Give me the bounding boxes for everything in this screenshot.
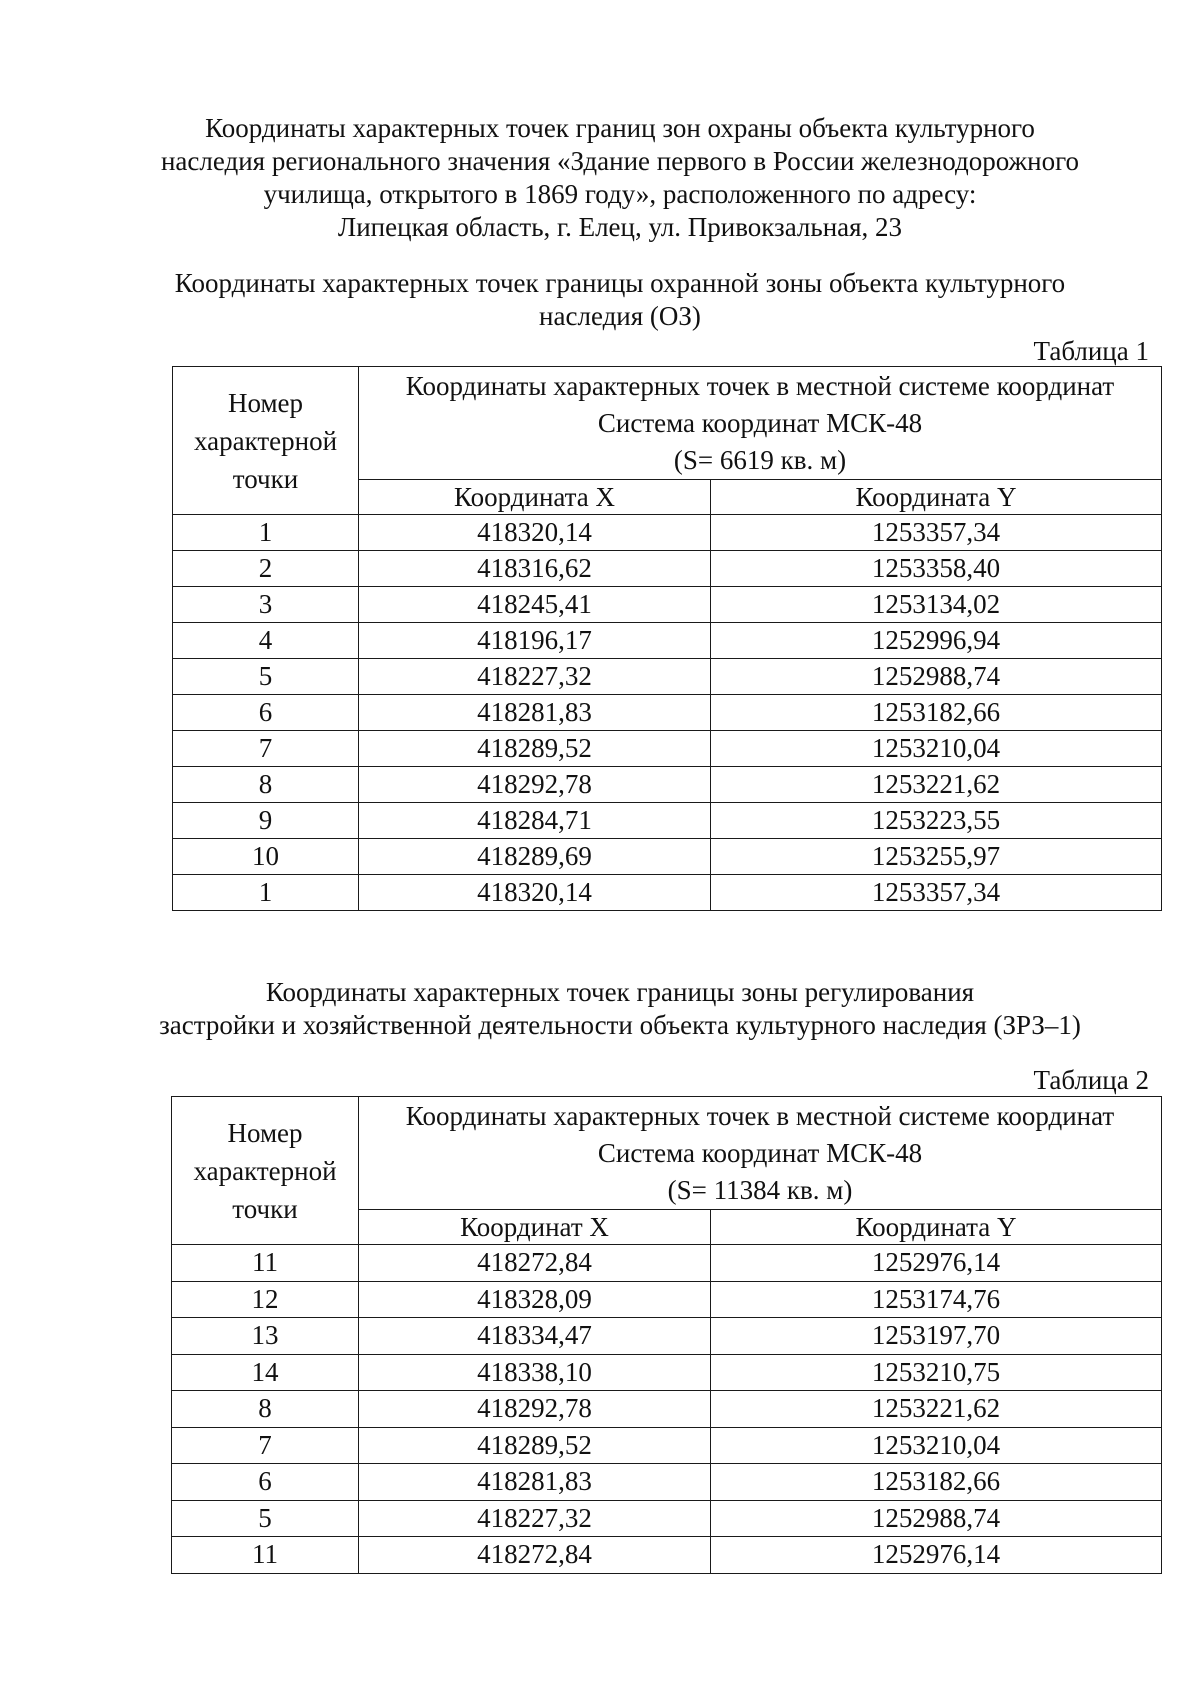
y-coordinate-cell: 1252996,94 <box>711 623 1162 659</box>
table-row <box>172 1281 1162 1318</box>
title-line: училища, открытого в 1869 году», расположенного по адресу: <box>263 179 977 209</box>
y-coordinate-cell: 1253255,97 <box>711 839 1162 875</box>
header-line: Номер <box>227 1117 303 1148</box>
point-number-cell: 13 <box>172 1318 359 1355</box>
header-line: Система координат МСК-48 <box>597 1138 923 1168</box>
x-coordinate-header: Координата X <box>359 480 711 515</box>
point-number-cell: 6 <box>172 1464 359 1501</box>
point-number-cell: 4 <box>173 623 359 659</box>
x-coordinate-cell: 418316,62 <box>359 551 711 587</box>
point-number-cell: 3 <box>173 587 359 623</box>
y-coordinate-cell: 1253182,66 <box>711 695 1162 731</box>
table-row <box>172 1354 1162 1391</box>
coordinate-system-header <box>359 1097 1162 1210</box>
x-coordinate-cell: 418227,32 <box>359 1500 711 1537</box>
title-line: застройки и хозяйственной деятельности объекта культурного наследия (ЗРЗ–1) <box>159 1010 1081 1040</box>
point-number-cell: 8 <box>172 1391 359 1428</box>
point-number-cell: 8 <box>173 767 359 803</box>
point-number-cell: 10 <box>173 839 359 875</box>
point-number-cell: 11 <box>172 1245 359 1282</box>
header-line: точки <box>232 463 299 494</box>
x-coordinate-cell: 418284,71 <box>359 803 711 839</box>
title-line: Координаты характерных точек границ зон охраны объекта культурного <box>205 113 1035 143</box>
point-number-cell: 1 <box>173 875 359 911</box>
table-row <box>173 875 1162 911</box>
point-number-header <box>172 1097 359 1245</box>
table-row <box>173 515 1162 551</box>
x-coordinate-cell: 418328,09 <box>359 1281 711 1318</box>
header-line: Номер <box>227 387 304 418</box>
document-title <box>120 112 1120 244</box>
y-coordinate-cell: 1253197,70 <box>711 1318 1162 1355</box>
y-coordinate-cell: 1252976,14 <box>711 1245 1162 1282</box>
coordinate-system-header <box>359 367 1162 480</box>
title-line: наследия регионального значения «Здание первого в России железнодорожного <box>160 146 1080 176</box>
x-coordinate-header: Координат X <box>359 1210 711 1245</box>
y-coordinate-cell: 1252988,74 <box>711 659 1162 695</box>
y-coordinate-cell: 1253357,34 <box>711 875 1162 911</box>
x-coordinate-cell: 418272,84 <box>359 1245 711 1282</box>
y-coordinate-cell: 1253134,02 <box>711 587 1162 623</box>
title-line: Липецкая область, г. Елец, ул. Привокзальная, 23 <box>337 212 903 242</box>
x-coordinate-cell: 418281,83 <box>359 695 711 731</box>
y-coordinate-cell: 1253221,62 <box>711 1391 1162 1428</box>
x-coordinate-cell: 418245,41 <box>359 587 711 623</box>
x-coordinate-cell: 418320,14 <box>359 875 711 911</box>
point-number-cell: 12 <box>172 1281 359 1318</box>
y-coordinate-cell: 1253174,76 <box>711 1281 1162 1318</box>
y-coordinate-cell: 1253182,66 <box>711 1464 1162 1501</box>
table-row <box>173 551 1162 587</box>
x-coordinate-cell: 418272,84 <box>359 1537 711 1574</box>
x-coordinate-cell: 418289,52 <box>359 1427 711 1464</box>
x-coordinate-cell: 418289,52 <box>359 731 711 767</box>
x-coordinate-cell: 418292,78 <box>359 1391 711 1428</box>
table2-label: Таблица 2 <box>1033 1065 1149 1095</box>
x-coordinate-cell: 418292,78 <box>359 767 711 803</box>
table-row <box>172 1500 1162 1537</box>
point-number-cell: 14 <box>172 1354 359 1391</box>
table1-label: Таблица 1 <box>1033 336 1149 366</box>
table-row <box>172 1391 1162 1428</box>
area-label: (S= 11384 кв. м) <box>667 1175 853 1205</box>
point-number-cell: 11 <box>172 1537 359 1574</box>
x-coordinate-cell: 418227,32 <box>359 659 711 695</box>
header-line: Координаты характерных точек в местной системе координат <box>405 1101 1115 1131</box>
point-number-cell: 2 <box>173 551 359 587</box>
title-line: Координаты характерных точек границы охранной зоны объекта культурного <box>174 268 1066 298</box>
table-row <box>173 623 1162 659</box>
x-coordinate-cell: 418334,47 <box>359 1318 711 1355</box>
y-coordinate-cell: 1252976,14 <box>711 1537 1162 1574</box>
header-line: Координаты характерных точек в местной системе координат <box>405 371 1115 401</box>
y-coordinate-cell: 1253210,75 <box>711 1354 1162 1391</box>
point-number-cell: 7 <box>173 731 359 767</box>
y-coordinate-cell: 1253210,04 <box>711 1427 1162 1464</box>
table-row <box>172 1464 1162 1501</box>
x-coordinate-cell: 418289,69 <box>359 839 711 875</box>
header-line: точки <box>232 1193 298 1224</box>
point-number-cell: 9 <box>173 803 359 839</box>
table1-body <box>173 515 1162 911</box>
table-row <box>173 731 1162 767</box>
coordinates-table-1 <box>172 366 1162 911</box>
table-row <box>172 1318 1162 1355</box>
y-coordinate-header: Координата Y <box>711 1210 1162 1245</box>
point-number-cell: 5 <box>173 659 359 695</box>
table-row <box>172 1427 1162 1464</box>
table-row <box>173 587 1162 623</box>
coordinates-table-2 <box>171 1096 1162 1574</box>
point-number-cell: 5 <box>172 1500 359 1537</box>
title-line: Координаты характерных точек границы зоны регулирования <box>265 977 975 1007</box>
table2-body <box>172 1245 1162 1574</box>
y-coordinate-cell: 1253223,55 <box>711 803 1162 839</box>
table-row <box>172 1245 1162 1282</box>
y-coordinate-cell: 1253221,62 <box>711 767 1162 803</box>
table-row <box>172 1537 1162 1574</box>
x-coordinate-cell: 418320,14 <box>359 515 711 551</box>
point-number-cell: 1 <box>173 515 359 551</box>
table-row <box>173 659 1162 695</box>
y-coordinate-cell: 1253357,34 <box>711 515 1162 551</box>
point-number-cell: 7 <box>172 1427 359 1464</box>
y-coordinate-cell: 1253358,40 <box>711 551 1162 587</box>
table-row <box>173 695 1162 731</box>
y-coordinate-cell: 1253210,04 <box>711 731 1162 767</box>
header-line: характерной <box>193 1155 337 1186</box>
section1-title <box>120 267 1120 333</box>
x-coordinate-cell: 418338,10 <box>359 1354 711 1391</box>
section2-title <box>120 976 1120 1042</box>
point-number-cell: 6 <box>173 695 359 731</box>
title-line: наследия (ОЗ) <box>539 301 701 331</box>
table-row <box>173 803 1162 839</box>
table-row <box>173 839 1162 875</box>
area-label: (S= 6619 кв. м) <box>673 445 847 475</box>
table-row <box>173 767 1162 803</box>
header-line: характерной <box>193 425 338 456</box>
point-number-header <box>173 367 359 515</box>
x-coordinate-cell: 418281,83 <box>359 1464 711 1501</box>
x-coordinate-cell: 418196,17 <box>359 623 711 659</box>
y-coordinate-header: Координата Y <box>711 480 1162 515</box>
header-line: Система координат МСК-48 <box>597 408 923 438</box>
y-coordinate-cell: 1252988,74 <box>711 1500 1162 1537</box>
